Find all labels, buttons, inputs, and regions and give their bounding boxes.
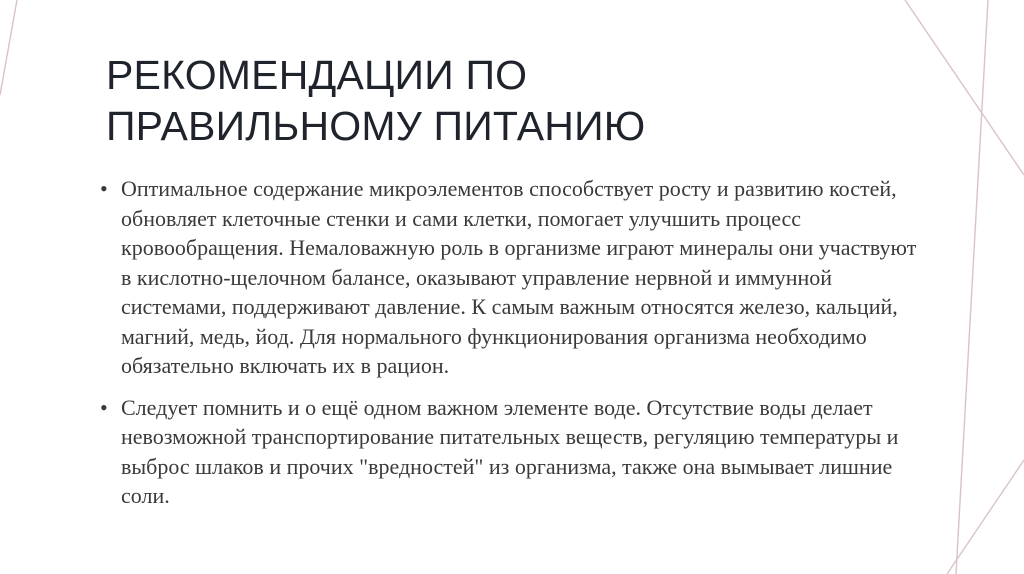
slide-title-line-1: РЕКОМЕНДАЦИИ ПО: [106, 52, 528, 98]
bullet-marker: •: [100, 176, 108, 201]
bullet-item-minerals: [100, 174, 920, 381]
bullet-marker: •: [100, 394, 108, 420]
bullet-list: [100, 174, 920, 523]
slide-title-line-2: ПРАВИЛЬНОМУ ПИТАНИЮ: [106, 103, 646, 149]
decorative-line-right: [956, 0, 988, 574]
slide-title: [106, 50, 926, 152]
bullet-text-minerals: Оптимальное содержание микроэлементов способствует росту и развитию костей, обновляет клеточные стенки и сами клетки, помогает улучшить процесс кровообращения. Немаловажную роль в организме играют минералы они участвуют в кислотно-щелочном балансе, оказывают управление нервной и иммунной системами, поддерживают давление. К самым важным относятся железо, кальций, магний, медь, йод. Для нормального функционирования организма необходимо обязательно включать их в рацион.: [121, 176, 917, 378]
bullet-item-water: [100, 393, 920, 511]
bullet-text-water: Следует помнить и о ещё одном важном элементе воде. Отсутствие воды делает невозможной транспортирование питательных веществ, регуляцию температуры и выброс шлаков и прочих "вредностей" из организма, также она вымывает лишние соли.: [121, 394, 899, 508]
decorative-line-top-left: [0, 0, 17, 95]
